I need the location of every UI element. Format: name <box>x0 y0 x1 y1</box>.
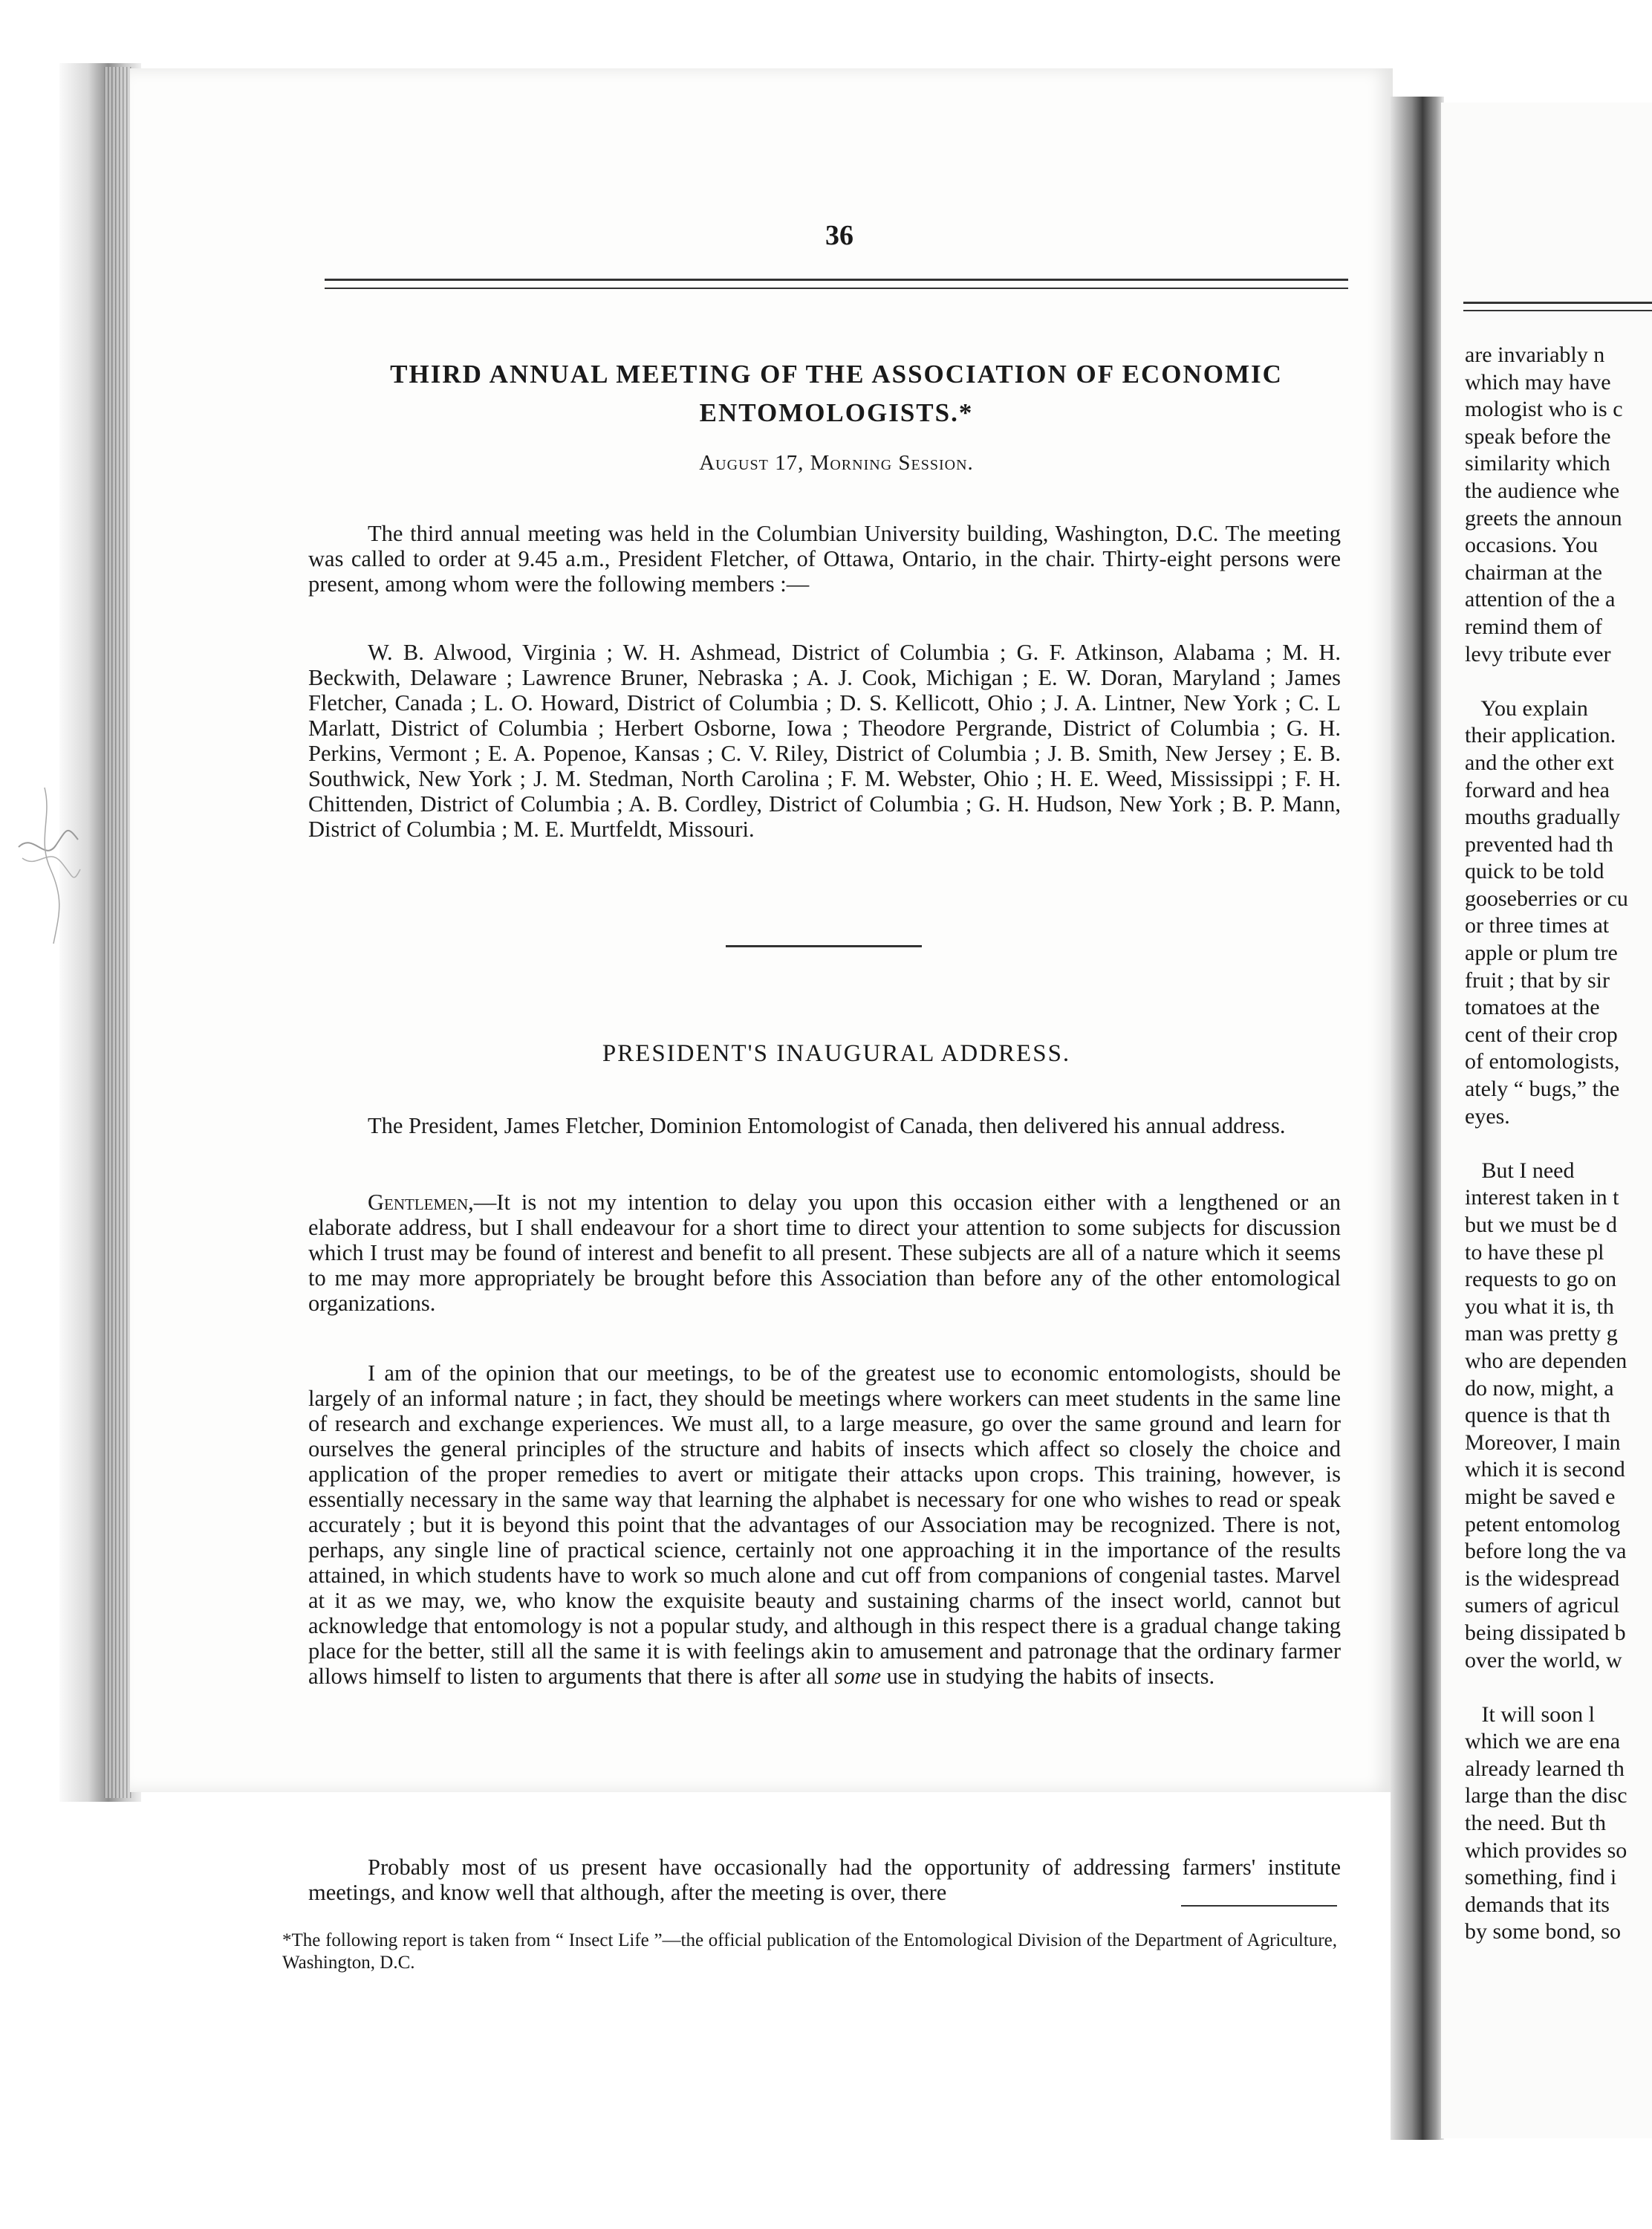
page-number: 36 <box>825 220 853 251</box>
section-divider <box>726 945 922 947</box>
right-page-line: do now, might, a <box>1465 1375 1614 1401</box>
right-page-line: are invariably n <box>1465 343 1605 367</box>
right-page-line: but we must be d <box>1465 1213 1617 1237</box>
right-page-line: quick to be told <box>1465 859 1604 884</box>
right-page-line: large than the disc <box>1465 1783 1627 1808</box>
right-page-line: But I need <box>1465 1158 1575 1183</box>
right-page-line: gooseberries or cu <box>1465 886 1628 911</box>
book-gutter <box>1391 97 1444 2140</box>
right-page-line: of entomologists, <box>1465 1049 1620 1074</box>
footnote: *The following report is taken from “ Insect Life ”—the official publication of the Entomological Division of the Department of Agriculture, Washington, D.C. <box>282 1930 1337 1973</box>
right-page-line: something, find i <box>1465 1865 1617 1890</box>
right-page-line: eyes. <box>1465 1103 1510 1129</box>
right-page-line: by some bond, so <box>1465 1919 1621 1944</box>
right-page-line: forward and hea <box>1465 777 1610 802</box>
right-page <box>1441 103 1652 2138</box>
right-page-line: is the widespread <box>1465 1566 1620 1591</box>
address-intro-paragraph: The President, James Fletcher, Dominion Entomologist of Canada, then delivered his annual address. <box>368 1112 1286 1138</box>
right-page-line: interest taken in t <box>1465 1185 1619 1210</box>
right-page-line: which may have <box>1465 369 1611 395</box>
page-edges <box>104 67 134 1798</box>
gentlemen-text: —It is not my intention to delay you upon this occasion either with a lengthened or an elaborate address, but I shall endeavour for a short time to direct your attention to some subjects for discussion which I trust may be found of interest and benefit to all present. These subjects are all of a nature which it seems to me may more appropriately be brought before this Association than before any of the other entomological organizations. <box>308 1189 1341 1316</box>
article-title: THIRD ANNUAL MEETING OF THE ASSOCIATION OF ECONOMIC ENTOMOLOGISTS.* <box>390 360 1283 427</box>
right-page-line: remind them of <box>1465 614 1602 639</box>
right-header-rule <box>1463 302 1652 311</box>
right-page-line: ately “ bugs,” the <box>1465 1077 1620 1102</box>
right-page-line: speak before the <box>1465 424 1611 449</box>
right-page-line: chairman at the <box>1465 559 1602 585</box>
right-page-line: or three times at <box>1465 913 1610 938</box>
right-page-line: over the world, w <box>1465 1647 1622 1672</box>
right-page-line: similarity which <box>1465 451 1610 476</box>
right-page-line: mouths gradually <box>1465 805 1621 830</box>
right-page-line: sumers of agricul <box>1465 1593 1620 1618</box>
right-page-line: You explain <box>1465 695 1588 721</box>
right-page-line: which provides so <box>1465 1837 1627 1863</box>
right-page-line: man was pretty g <box>1465 1321 1618 1346</box>
right-page-line: demands that its <box>1465 1892 1610 1917</box>
right-page-line: before long the va <box>1465 1539 1627 1564</box>
right-page-line: attention of the a <box>1465 587 1616 612</box>
right-page-line <box>1465 1130 1652 1158</box>
right-page-line: already learned th <box>1465 1756 1625 1781</box>
right-page-line: which we are ena <box>1465 1729 1621 1754</box>
right-page-line: Moreover, I main <box>1465 1430 1621 1455</box>
right-page-line: the audience whe <box>1465 478 1620 503</box>
opinion-paragraph <box>308 1360 1341 1689</box>
probably-paragraph: Probably most of us present have occasionally had the opportunity of addressing farmers' institute meetings, and know well that although, after the meeting is over, there <box>308 1854 1341 1905</box>
salutation: Gentlemen, <box>368 1189 474 1215</box>
thread-fibre <box>15 758 82 951</box>
right-page-line: might be saved e <box>1465 1484 1616 1509</box>
right-page-line: and the other ext <box>1465 750 1614 775</box>
right-page-line: prevented had th <box>1465 831 1613 857</box>
right-page-line: petent entomolog <box>1465 1511 1621 1537</box>
right-page-line: levy tribute ever <box>1465 641 1611 666</box>
right-page-line: mologist who is c <box>1465 397 1623 422</box>
opinion-text: I am of the opinion that our meetings, to be of the greatest use to economic entomologists, should be largely of an informal nature ; in fact, they should be meetings where workers can meet students in the same line of research and exchange experiences. We must all, to a large measure, go over the same ground and learn for ourselves the general principles of the structure and habits of insects which affect so closely the choice and application of the proper remedies to avert or mitigate their attacks upon crops. This training, however, is essentially necessary in the same way that learning the alphabet is necessary for one who wishes to read or speak accurately ; but it is beyond this point that the advantages of our Association may be recognized. There is not, perhaps, any single line of practical science, certainly not one approaching it in the importance of the results attained, in which students have to work so much alone and cut off from companions of congenial tastes. Marvel at it as we may, we, who know the exquisite beauty and sustaining charms of the insect world, cannot but acknowledge that entomology is not a popular study, and although in this respect there is a gradual change taking place for the better, still all the same it is with feelings akin to amusement and patronage that the ordinary farmer allows himself to listen to arguments that there is after all <box>308 1360 1341 1689</box>
gentlemen-paragraph <box>308 1190 1341 1316</box>
right-page-line: their application. <box>1465 723 1616 748</box>
right-page-line: fruit ; that by sir <box>1465 967 1610 993</box>
right-page-line <box>1465 668 1652 695</box>
right-page-line: quence is that th <box>1465 1403 1610 1428</box>
session-heading: August 17, Morning Session. <box>699 451 974 475</box>
right-page-text <box>1465 342 1652 1946</box>
right-page-line: cent of their crop <box>1465 1022 1618 1047</box>
right-page-line: tomatoes at the <box>1465 995 1600 1020</box>
right-page-line: apple or plum tre <box>1465 941 1618 966</box>
right-page-line: you what it is, th <box>1465 1294 1614 1319</box>
header-double-rule <box>325 279 1348 289</box>
right-page-line: who are dependen <box>1465 1348 1627 1373</box>
right-page-line: It will soon l <box>1465 1701 1596 1727</box>
right-page-line: greets the announ <box>1465 505 1622 531</box>
members-list: W. B. Alwood, Virginia ; W. H. Ashmead, District of Columbia ; G. F. Atkinson, Alabama ; M. H. Beckwith, Delaware ; Lawrence Bruner, Nebraska ; A. J. Cook, Michigan ; E. W. Doran, Maryland ; James Fletcher, Canada ; L. O. Howard, District of Columbia ; D. S. Kellicott, Ohio ; J. A. Lintner, New York ; C. L Marlatt, District of Columbia ; Herbert Osborne, Iowa ; Theodore Pergrande, District of Columbia ; G. H. Perkins, Vermont ; E. A. Popenoe, Kansas ; C. V. Riley, District of Columbia ; J. B. Smith, New Jersey ; E. B. Southwick, New York ; J. M. Stedman, North Carolina ; F. M. Webster, Ohio ; H. E. Weed, Mississippi ; F. H. Chittenden, District of Columbia ; A. B. Cordley, District of Columbia ; G. H. Hudson, New York ; B. P. Mann, District of Columbia ; M. E. Murtfeldt, Missouri. <box>308 639 1341 842</box>
right-page-line: which it is second <box>1465 1457 1625 1482</box>
right-page-line: being dissipated b <box>1465 1620 1626 1645</box>
footnote-rule <box>1181 1905 1337 1907</box>
emphasis-word: some <box>834 1663 882 1689</box>
right-page-line: the need. But th <box>1465 1811 1606 1836</box>
right-page-line: requests to go on <box>1465 1267 1617 1292</box>
intro-paragraph: The third annual meeting was held in the Columbian University building, Washington, D.C. The meeting was called to order at 9.45 a.m., President Fletcher, of Ottawa, Ontario, in the chair. Thirty-eight persons were present, among whom were the following members :— <box>308 520 1341 597</box>
address-title: PRESIDENT'S INAUGURAL ADDRESS. <box>602 1040 1071 1067</box>
right-page-line <box>1465 1674 1652 1701</box>
right-page-line: occasions. You <box>1465 533 1599 558</box>
right-page-line: to have these pl <box>1465 1239 1604 1265</box>
opinion-text-end: use in studying the habits of insects. <box>886 1663 1215 1689</box>
